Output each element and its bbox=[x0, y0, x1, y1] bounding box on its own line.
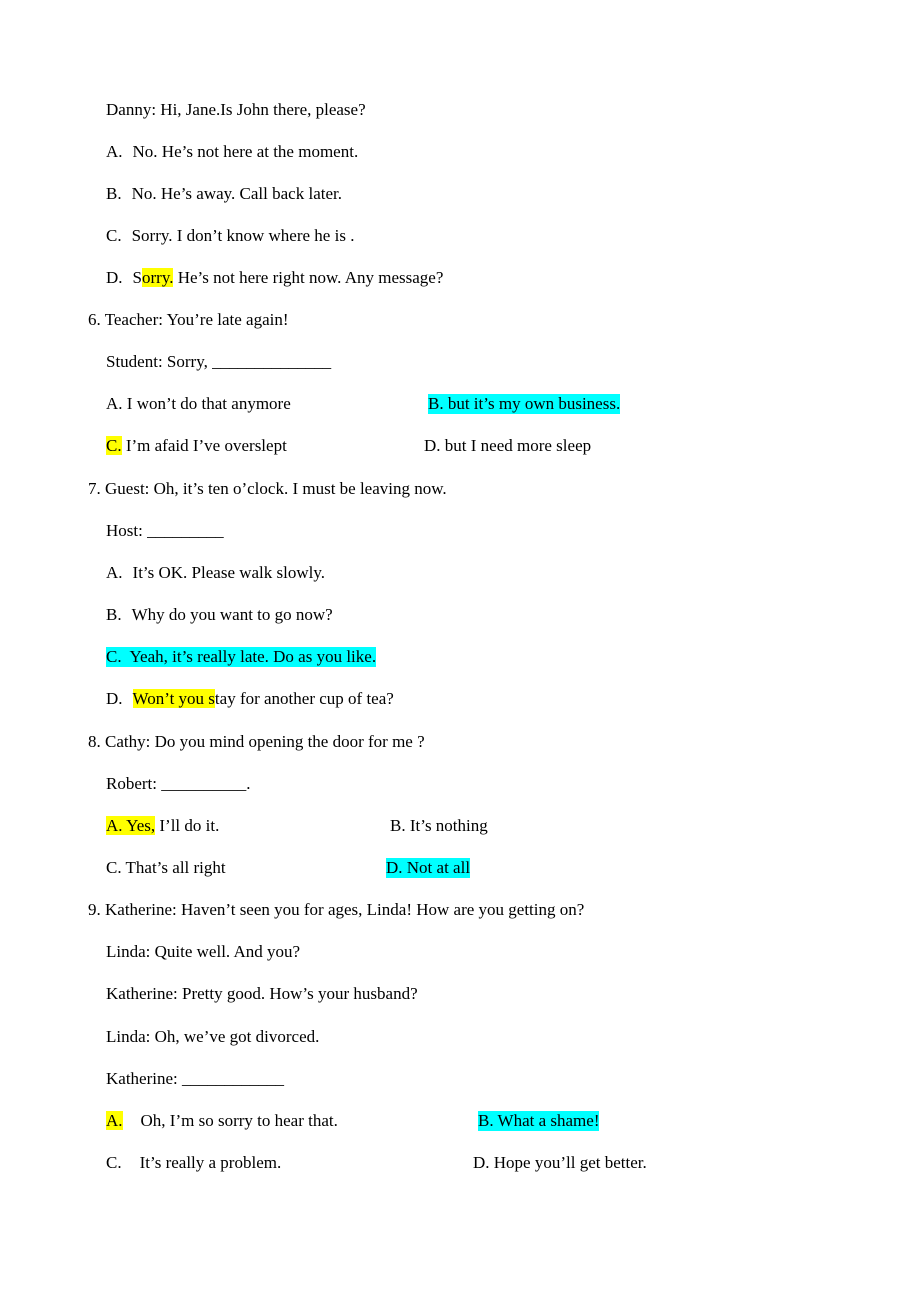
q5-option-d-post: He’s not here right now. Any message? bbox=[173, 268, 444, 287]
q8-reply: Robert: __________. bbox=[106, 774, 251, 793]
q6-option-c bbox=[106, 436, 287, 456]
q7-option-b-label: B. bbox=[106, 605, 122, 624]
q5-option-b-text: No. He’s away. Call back later. bbox=[131, 184, 342, 203]
q7-option-c: C. Yeah, it’s really late. Do as you like. bbox=[106, 647, 377, 666]
q6-option-c-label: C. bbox=[106, 436, 122, 455]
q9-dialogue-line-2: Linda: Quite well. And you? bbox=[106, 942, 301, 961]
q9-option-b: B. What a shame! bbox=[478, 1111, 600, 1130]
q9-option-a-text: Oh, I’m so sorry to hear that. bbox=[140, 1111, 338, 1130]
q7-option-b bbox=[106, 605, 333, 625]
q7-option-d-highlight: Won’t you s bbox=[132, 689, 215, 708]
q6-option-d: D. but I need more sleep bbox=[424, 436, 592, 455]
q7-option-a bbox=[106, 563, 325, 583]
q7-option-a-text: It’s OK. Please walk slowly. bbox=[132, 563, 326, 582]
q6-reply: Student: Sorry, ______________ bbox=[106, 352, 332, 371]
q5-option-a-text: No. He’s not here at the moment. bbox=[132, 142, 359, 161]
q6-option-b: B. but it’s my own business. bbox=[428, 394, 621, 413]
q9-option-c bbox=[106, 1153, 281, 1173]
q9-option-a-label: A. bbox=[106, 1111, 123, 1130]
q7-stem: 7. Guest: Oh, it’s ten o’clock. I must be leaving now. bbox=[88, 479, 447, 498]
q6-option-c-text: I’m afaid I’ve overslept bbox=[121, 436, 287, 455]
q7-option-b-text: Why do you want to go now? bbox=[131, 605, 333, 624]
q8-option-b: B. It’s nothing bbox=[390, 816, 488, 835]
q5-option-c bbox=[106, 226, 354, 246]
q7-option-d bbox=[106, 689, 394, 709]
q9-option-c-text: It’s really a problem. bbox=[139, 1153, 282, 1172]
q7-option-d-post: tay for another cup of tea? bbox=[214, 689, 394, 708]
q5-option-b-label: B. bbox=[106, 184, 122, 203]
q8-option-c: C. That’s all right bbox=[106, 858, 226, 877]
q8-option-a-highlight: A. Yes, bbox=[106, 816, 156, 835]
q8-option-a bbox=[106, 816, 219, 836]
q9-dialogue-line-3: Katherine: Pretty good. How’s your husband? bbox=[106, 984, 418, 1003]
q7-option-a-label: A. bbox=[106, 563, 123, 582]
q7-option-d-label: D. bbox=[106, 689, 123, 708]
q5-option-a-label: A. bbox=[106, 142, 123, 161]
q8-option-d: D. Not at all bbox=[386, 858, 471, 877]
q5-option-d-pre: S bbox=[132, 268, 142, 287]
q9-option-c-label: C. bbox=[106, 1153, 122, 1172]
q5-option-d-label: D. bbox=[106, 268, 123, 287]
q6-option-a: A. I won’t do that anymore bbox=[106, 394, 291, 413]
q5-option-d-highlight: orry. bbox=[142, 268, 174, 287]
q5-option-d bbox=[106, 268, 443, 288]
q9-stem: 9. Katherine: Haven’t seen you for ages, Linda! How are you getting on? bbox=[88, 900, 585, 919]
q5-prompt: Danny: Hi, Jane.Is John there, please? bbox=[106, 100, 366, 119]
q5-option-a bbox=[106, 142, 358, 162]
q7-reply: Host: _________ bbox=[106, 521, 224, 540]
q9-reply: Katherine: ____________ bbox=[106, 1069, 284, 1088]
q8-option-a-post: I’ll do it. bbox=[155, 816, 220, 835]
q9-option-d: D. Hope you’ll get better. bbox=[473, 1153, 647, 1172]
q8-stem: 8. Cathy: Do you mind opening the door for me ? bbox=[88, 732, 425, 751]
q5-option-b bbox=[106, 184, 342, 204]
q6-stem: 6. Teacher: You’re late again! bbox=[88, 310, 289, 329]
q5-option-c-text: Sorry. I don’t know where he is . bbox=[131, 226, 355, 245]
q5-option-c-label: C. bbox=[106, 226, 122, 245]
q9-dialogue-line-4: Linda: Oh, we’ve got divorced. bbox=[106, 1027, 320, 1046]
q9-option-a bbox=[106, 1111, 338, 1131]
